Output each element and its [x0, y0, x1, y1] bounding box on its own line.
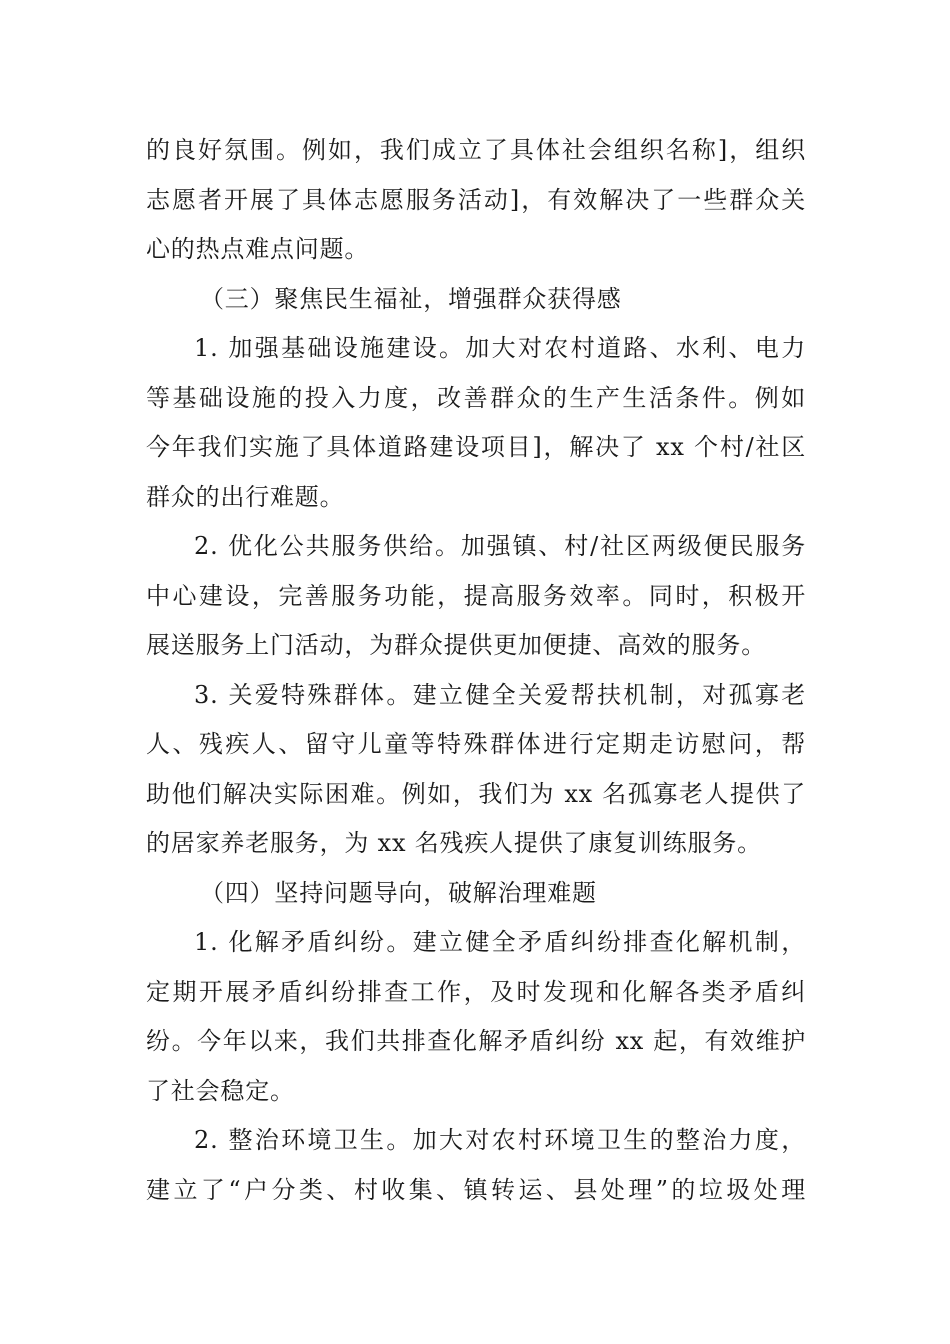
paragraph-line: 2. 整治环境卫生。加大对农村环境卫生的整治力度， — [194, 1126, 806, 1154]
section-heading — [146, 275, 806, 325]
paragraph-line: 定期开展矛盾纠纷排查工作，及时发现和化解各类矛盾纠 — [146, 977, 806, 1006]
paragraph-line: 纷。今年以来，我们共排查化解矛盾纠纷 xx 起，有效维护 — [146, 1027, 806, 1055]
paragraph-line: 等基础设施的投入力度，改善群众的生产生活条件。例如 — [146, 383, 806, 412]
paragraph-line: 了社会稳定。 — [146, 1076, 295, 1105]
paragraph-line: 今年我们实施了具体道路建设项目]，解决了 xx 个村/社区 — [146, 433, 806, 461]
paragraph-line: 2. 优化公共服务供给。加强镇、村/社区两级便民服务 — [194, 532, 806, 560]
paragraph-line: 的居家养老服务，为 xx 名残疾人提供了康复训练服务。 — [146, 829, 762, 857]
paragraph-line: 人、残疾人、留守儿童等特殊群体进行定期走访慰问，帮 — [146, 730, 806, 758]
paragraph — [146, 324, 806, 522]
paragraph — [146, 1116, 806, 1215]
paragraph-line: 的良好氛围。例如，我们成立了具体社会组织名称]，组织 — [146, 136, 806, 164]
paragraph-line: 助他们解决实际困难。例如，我们为 xx 名孤寡老人提供了 — [146, 779, 806, 808]
paragraph — [146, 522, 806, 671]
paragraph — [146, 918, 806, 1116]
paragraph-line: 1. 加强基础设施建设。加大对农村道路、水利、电力 — [194, 334, 806, 362]
heading-text: （四）坚持问题导向，破解治理难题 — [200, 878, 597, 907]
paragraph — [146, 671, 806, 869]
paragraph-line: 3. 关爱特殊群体。建立健全关爱帮扶机制，对孤寡老 — [194, 680, 806, 709]
document-body — [146, 126, 806, 1215]
paragraph — [146, 126, 806, 275]
paragraph-line: 心的热点难点问题。 — [146, 235, 370, 263]
section-heading — [146, 869, 806, 919]
paragraph-line: 1. 化解矛盾纠纷。建立健全矛盾纠纷排查化解机制， — [194, 928, 806, 956]
paragraph-line: 中心建设，完善服务功能，提高服务效率。同时，积极开 — [146, 581, 806, 610]
heading-text: （三）聚焦民生福祉，增强群众获得感 — [200, 284, 622, 313]
paragraph-line: 志愿者开展了具体志愿服务活动]，有效解决了一些群众关 — [146, 185, 806, 214]
paragraph-line: 建立了“户分类、村收集、镇转运、县处理”的垃圾处理 — [146, 1175, 806, 1204]
paragraph-line: 群众的出行难题。 — [146, 482, 345, 511]
paragraph-line: 展送服务上门活动，为群众提供更加便捷、高效的服务。 — [146, 631, 766, 659]
